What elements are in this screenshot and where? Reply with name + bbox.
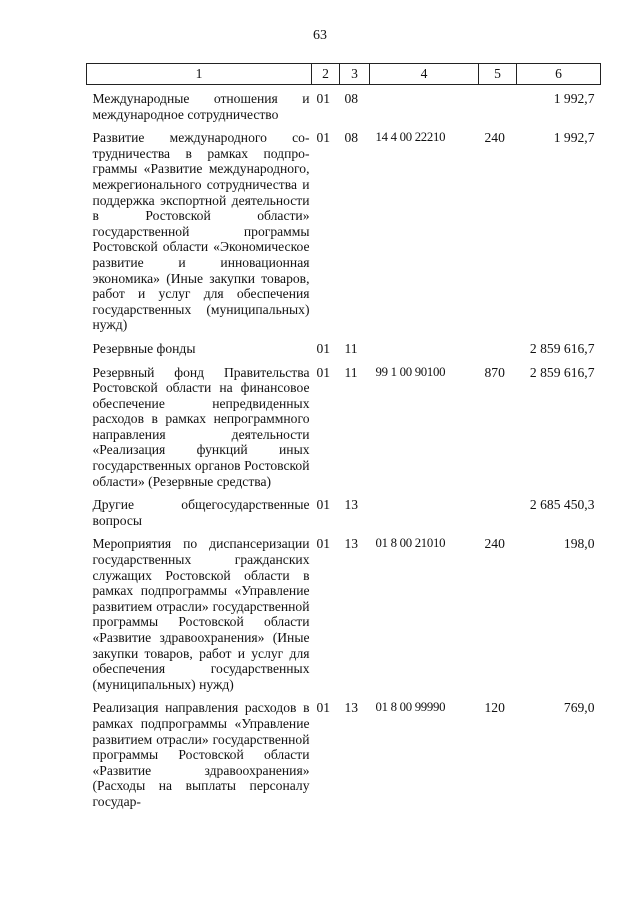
table-row: [87, 365, 601, 498]
row-name: Другие общегосударственные вопросы: [92, 497, 310, 528]
row-target-article: 01 8 00 21010: [375, 536, 446, 551]
row-target-article: [370, 497, 479, 536]
row-subsection: 13: [344, 536, 359, 552]
row-subsection: 13: [344, 700, 359, 716]
table-header-row: [87, 64, 601, 85]
table-row: [87, 130, 601, 341]
row-expense-type: 240: [484, 130, 505, 146]
row-name: Реализация направления расходов в рамках подпрограммы «Управление развитием отрасли» государственной программы Ростовской области «Развитие здравоохранения» (Расходы на выплаты персоналу государ-: [92, 700, 310, 809]
row-subsection: 08: [344, 91, 359, 106]
header-col-4: 4: [370, 64, 479, 85]
row-target-article: 01 8 00 99990: [375, 700, 446, 715]
row-target-article: [370, 85, 479, 131]
row-expense-type: [479, 85, 517, 131]
row-section: 01: [316, 130, 331, 146]
header-col-5: 5: [479, 64, 517, 85]
table-row: [87, 497, 601, 536]
row-subsection: 11: [344, 340, 358, 356]
row-section: 01: [316, 536, 331, 552]
row-section: 01: [316, 340, 331, 356]
row-target-article: [370, 341, 479, 365]
row-subsection: 08: [344, 130, 359, 146]
row-subsection: 11: [344, 364, 358, 380]
page-number: 63: [313, 28, 327, 43]
row-expense-type: 120: [484, 700, 505, 716]
row-amount: 769,0: [563, 700, 595, 716]
row-amount: 2 859 616,7: [529, 340, 595, 356]
row-amount: 198,0: [563, 536, 595, 552]
header-col-1: 1: [87, 64, 312, 85]
row-expense-type: 870: [484, 364, 505, 380]
header-col-6: 6: [517, 64, 601, 85]
table-row: [87, 700, 601, 817]
header-col-3: 3: [340, 64, 370, 85]
table-row: [87, 85, 601, 131]
row-section: 01: [316, 91, 331, 106]
row-name: Мероприятия по диспансеризации государственных гражданских служащих Ростовской области в рамках подпрограммы «Управление развитием отрасли» государственной программы Ростовской области «Развитие здравоохранения» (Иные закупки товаров, работ и услуг для обеспечения государственных (муниципальных) нужд): [92, 536, 310, 692]
row-subsection: 13: [344, 497, 359, 513]
table-row: [87, 341, 601, 365]
row-amount: 2 685 450,3: [529, 497, 595, 513]
row-expense-type: [479, 341, 517, 365]
row-expense-type: 240: [484, 536, 505, 552]
row-amount: 1 992,7: [553, 130, 595, 146]
row-section: 01: [316, 497, 331, 513]
row-target-article: 99 1 00 90100: [375, 364, 446, 379]
row-name: Развитие международного сотрудничества в рамках подпрограммы «Развитие международного, межрегионального сотрудничества и поддержка экспортной деятельности в Ростовской области» государственной программы Ростовской области «Экономическое развитие и инновационная экономика» (Иные закупки товаров, работ и услуг для обеспечения государственных (муниципальных) нужд): [92, 130, 310, 333]
budget-table: [86, 63, 601, 818]
row-amount: 2 859 616,7: [529, 364, 595, 380]
row-target-article: 14 4 00 22210: [375, 130, 446, 145]
row-name: Резервные фонды: [92, 340, 196, 356]
table-row: [87, 536, 601, 700]
row-amount: 1 992,7: [553, 91, 595, 106]
row-section: 01: [316, 700, 331, 716]
row-section: 01: [316, 364, 331, 380]
header-col-2: 2: [312, 64, 340, 85]
row-name: Международные отношения и международное сотрудничество: [92, 91, 310, 122]
row-name: Резервный фонд Правительства Ростовской области на финансовое обеспечение непредвиденных расходов в рамках непрограммного направления деятельности «Реализация функций иных государственных органов Ростовской области» (Резервные средства): [92, 364, 310, 489]
row-expense-type: [479, 497, 517, 536]
